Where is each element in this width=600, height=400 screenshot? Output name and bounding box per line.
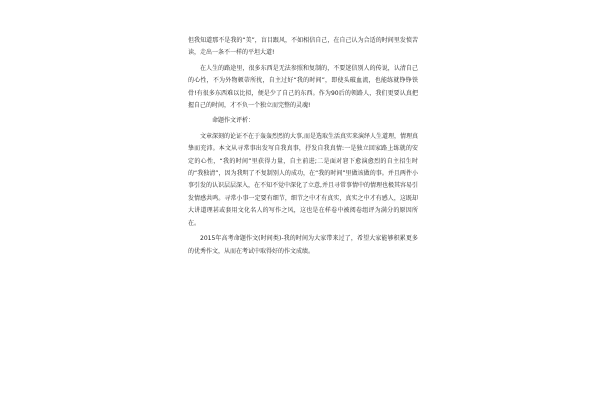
paragraph-1: 但我知道那不是我的“美”，盲目跟风，不如相信自己，在自己认为合适的时间里发愤苦读，走出一条不一样的平坦大道!	[188, 37, 418, 57]
document-page	[188, 35, 418, 261]
paragraph-3: 文章深刻的论证不在于轰轰烈烈的大事,而是选取生活真实来演绎人生道理，情理真挚而充沛。本文从寻常事出发写自我真事，抒发自我真情:一是独立回家路上练就的安定的心性，“我的时间”里获得力量，自主前进;二是面对窘下愈演愈烈的自主招生时的“我独清”，因为我明了不复制别人的成功，在“我的时间”里做该做的事。并且两件小事引发的认识层层深入，在不知不觉中深化了立意,并且寻常事情中的情理也极其容易引发情感共鸣。寻常小事一定要有细节，细节之中才有真实，真实之中才有感人，这既却大讲道理甚或套用文化名人的写作之风，这也是在样卷中被阅卷组评为满分的原因所在。	[188, 132, 418, 227]
paragraph-2: 在人生的路途里，很多东西是无法参照和复制的，不要迷信别人的传说，认清自己的心性，不为外物顿蒂所扰，自主过好“我的时间”，即使头破血流，也能练就铮铮铁骨!有很多东西难以比拟，便是少了自己的东西。作为90后的领路人，我们更要认真把握自己的时间，才不负一个独立而完整的灵魂!	[188, 64, 418, 110]
paragraph-4: 2015年高考命题作文(时间类)-我的时间为大家带来过了，希望大家能够积累更多的优秀作文，从而在考试中取得好的作文成绩。	[188, 235, 418, 255]
review-heading: 命题作文评析：	[212, 117, 255, 125]
